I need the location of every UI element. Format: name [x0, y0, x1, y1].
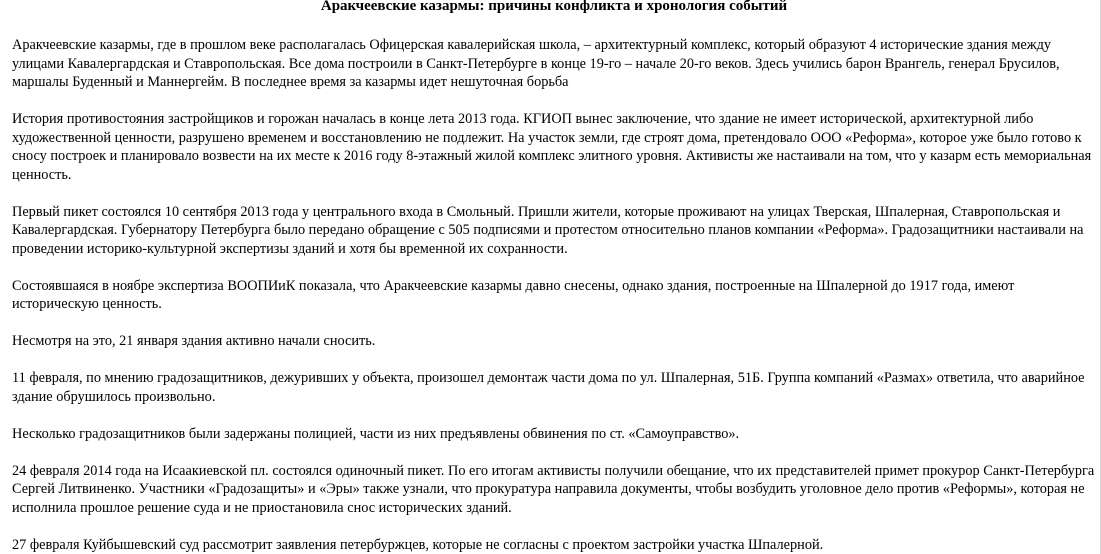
paragraph-february-27: 27 февраля Куйбышевский суд рассмотрит заявления петербуржцев, которые не согласны с проектом застройки участка Шпалерной. — [12, 536, 824, 553]
article — [12, 0, 1096, 554]
paragraph-spacer — [12, 406, 1096, 425]
paragraph-spacer — [12, 517, 1096, 536]
paragraph-intro: Аракчеевские казармы, где в прошлом веке располагалась Офицерская кавалерийская школа, – архитектурный комплекс, который образуют 4 исторические здания между улицами Кавалергардская и Ставропольская. Все дома построили в Санкт-Петербурге в конце 19-го – начале 20-го веков. Здесь учились барон Врангель, генерал Брусилов, маршалы Буденный и Маннергейм. В последнее время за казармы идет нешуточная борьба — [12, 37, 1060, 90]
paragraph-demolition-start: Несмотря на это, 21 января здания активно начали сносить. — [12, 333, 376, 349]
paragraph-conflict-origin: История противостояния застройщиков и горожан началась в конце лета 2013 года. КГИОП вынес заключение, что здание не имеет исторической, архитектурной либо художественной ценности, разрушено временем и восстановлению не подлежит. На участок земли, где строят дома, претендовало ООО «Реформа», которое уже было готово к сносу построек и планировало возвести на их месте к 2016 году 8-этажный жилой комплекс элитного уровня. Активисты же настаивали на том, что у казарм есть мемориальная ценность. — [12, 111, 1092, 183]
paragraph-spacer — [12, 351, 1096, 370]
paragraph-spacer — [12, 443, 1096, 462]
paragraph-spacer — [12, 184, 1096, 203]
paragraph-spacer — [12, 92, 1096, 111]
paragraph-detentions: Несколько градозащитников были задержаны полицией, части из них предъявлены обвинения по ст. «Самоуправство». — [12, 425, 740, 442]
paragraph-spacer — [12, 258, 1096, 277]
paragraph-spacer — [12, 314, 1096, 333]
title-spacer — [12, 15, 1096, 36]
paragraph-expertise: Состоявшаяся в ноябре экспертиза ВООПИиК показала, что Аракчеевские казармы давно снесены, однако здания, построенные на Шпалерной до 1917 года, имеют историческую ценность. — [12, 277, 1015, 312]
paragraph-first-picket: Первый пикет состоялся 10 сентября 2013 года у центрального входа в Смольный. Пришли жители, которые проживают на улицах Тверская, Шпалерная, Ставропольская и Кавалергардская. Губернатору Петербурга было передано обращение с 505 подписями и протестом относительно планов компании «Реформа». Градозащитники настаивали на проведении историко-культурной экспертизы зданий и хотя бы временной их сохранности. — [12, 203, 1084, 257]
article-title: Аракчеевские казармы: причины конфликта и хронология событий — [320, 0, 788, 14]
paragraph-february-11: 11 февраля, по мнению градозащитников, дежуривших у объекта, произошел демонтаж части дома по ул. Шпалерная, 51Б. Группа компаний «Размах» ответила, что аварийное здание обрушилось произвольно. — [12, 370, 1085, 405]
paragraph-february-24: 24 февраля 2014 года на Исаакиевской пл. состоялся одиночный пикет. По его итогам активисты получили обещание, что их представителей примет прокурор Санкт-Петербурга Сергей Литвиненко. Участники «Градозащиты» и «Эры» также узнали, что прокуратура направила документы, чтобы возбудить уголовное дело против «Реформы», которая не исполнила прошлое решение суда и не приостановила снос исторических зданий. — [12, 462, 1095, 516]
